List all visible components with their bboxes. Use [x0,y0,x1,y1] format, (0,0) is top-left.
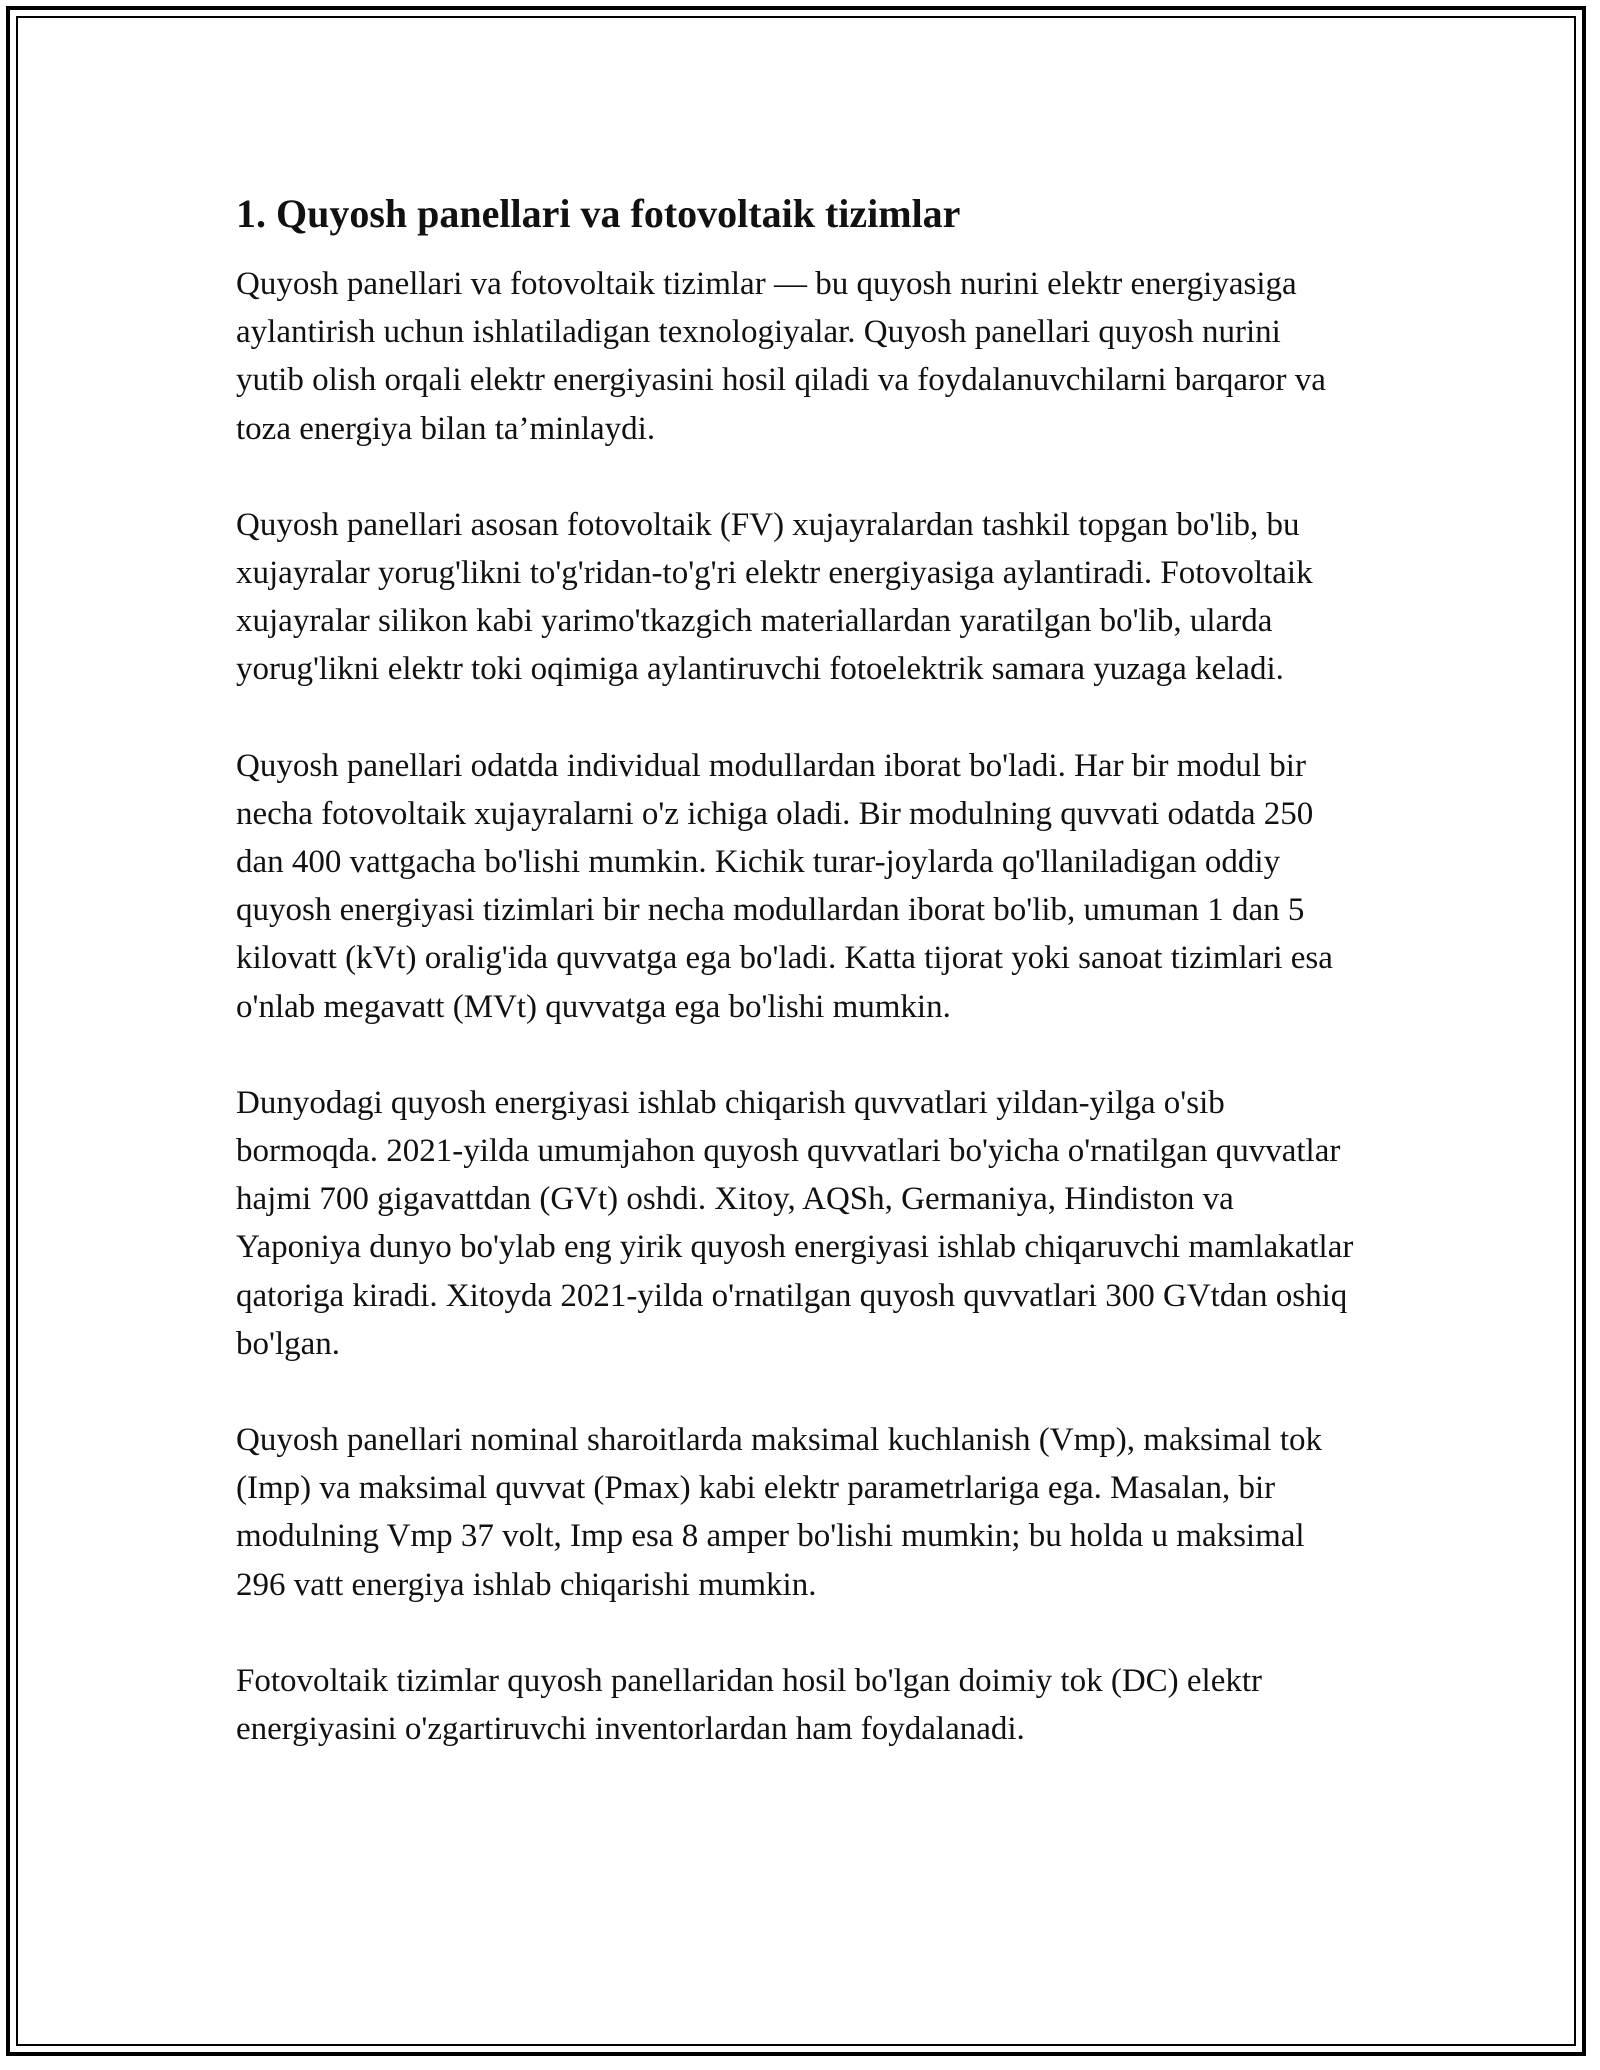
paragraph-modules: Quyosh panellari odatda individual modullardan iborat bo'ladi. Har bir modul bir necha fotovoltaik xujayralarni o'z ichiga oladi. Bir modulning quvvati odatda 250 dan 400 vattgacha bo'lishi mumkin. Kichik turar-joylarda qo'llaniladigan oddiy quyosh energiyasi tizimlari bir necha modullardan iborat bo'lib, umuman 1 dan 5 kilovatt (kVt) oralig'ida quvvatga ega bo'ladi. Katta tijorat yoki sanoat tizimlari esa o'nlab megavatt (MVt) quvvatga ega bo'lishi mumkin. [236,747,1333,1025]
paragraph-electrical-parameters: Quyosh panellari nominal sharoitlarda maksimal kuchlanish (Vmp), maksimal tok (Imp) va maksimal quvvat (Pmax) kabi elektr parametrlariga ega. Masalan, bir modulning Vmp 37 volt, Imp esa 8 amper bo'lishi mumkin; bu holda u maksimal 296 vatt energiya ishlab chiqarishi mumkin. [236,1422,1323,1603]
paragraph-world-capacity: Dunyodagi quyosh energiyasi ishlab chiqarish quvvatlari yildan-yilga o'sib bormoqda. 2021-yilda umumjahon quyosh quvvatlari bo'yicha o'rnatilgan quvvatlar hajmi 700 gigavattdan (GVt) oshdi. Xitoy, AQSh, Germaniya, Hindiston va Yaponiya dunyo bo'ylab eng yirik quyosh energiyasi ishlab chiqaruvchi mamlakatlar qatoriga kiradi. Xitoyda 2021-yilda o'rnatilgan quyosh quvvatlari 300 GVtdan oshiq bo'lgan. [236,1084,1354,1362]
paragraph-inverters: Fotovoltaik tizimlar quyosh panellaridan hosil bo'lgan doimiy tok (DC) elektr energiyasini o'zgartiruvchi inventorlardan ham foydalanadi. [236,1662,1263,1748]
document-body [236,188,1356,1801]
section-heading: 1. Quyosh panellari va fotovoltaik tizimlar [236,191,961,236]
paragraph-pv-cells: Quyosh panellari asosan fotovoltaik (FV) xujayralardan tashkil topgan bo'lib, bu xujayralar yorug'likni to'g'ridan-to'g'ri elektr energiyasiga aylantiradi. Fotovoltaik xujayralar silikon kabi yarimo'tkazgich materiallardan yaratilgan bo'lib, ularda yorug'likni elektr toki oqimiga aylantiruvchi fotoelektrik samara yuzaga keladi. [236,506,1313,688]
paragraph-intro: Quyosh panellari va fotovoltaik tizimlar — bu quyosh nurini elektr energiyasiga aylantirish uchun ishlatiladigan texnologiyalar. Quyosh panellari quyosh nurini yutib olish orqali elektr energiyasini hosil qiladi va foydalanuvchilarni barqaror va toza energiya bilan ta’minlaydi. [236,266,1326,447]
